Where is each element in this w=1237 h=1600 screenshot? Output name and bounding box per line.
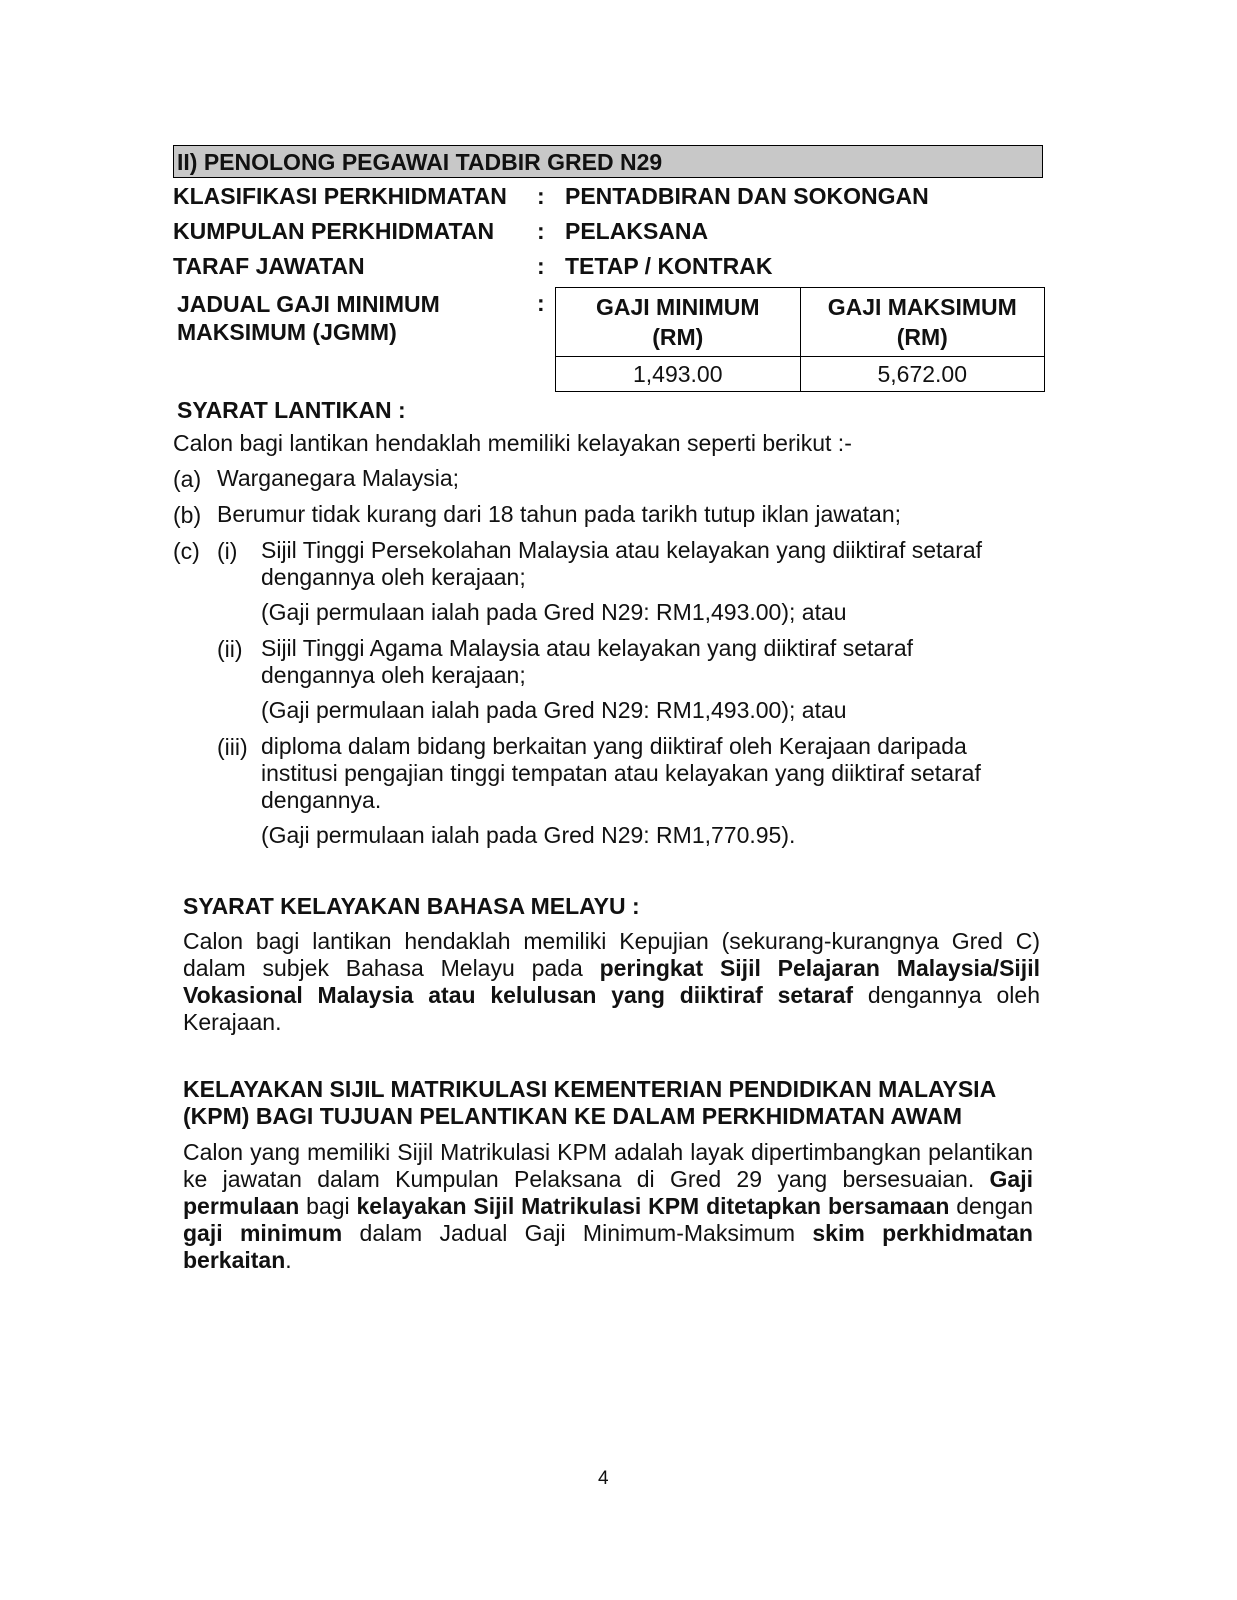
item-a-text: Warganegara Malaysia; bbox=[217, 465, 460, 491]
page-number: 4 bbox=[598, 1468, 609, 1489]
item-c-ii-line2: dengannya oleh kerajaan; bbox=[261, 662, 526, 688]
matrikulasi-heading bbox=[183, 1076, 996, 1130]
info-value: TETAP / KONTRAK bbox=[565, 253, 773, 279]
syarat-lantikan-intro: Calon bagi lantikan hendaklah memiliki kelayakan seperti berikut :- bbox=[173, 430, 852, 456]
info-value: PENTADBIRAN DAN SOKONGAN bbox=[565, 183, 929, 209]
salary-table-row bbox=[556, 357, 1045, 392]
info-label: TARAF JAWATAN bbox=[173, 253, 365, 279]
matrikulasi-text-2: bagi bbox=[299, 1193, 357, 1219]
salary-table bbox=[555, 287, 1045, 392]
info-colon: : bbox=[537, 218, 545, 244]
info-colon: : bbox=[537, 253, 545, 279]
header-gaji-maksimum-line1: GAJI MAKSIMUM bbox=[827, 294, 1017, 320]
item-c-iii-line1: diploma dalam bidang berkaitan yang diiktiraf oleh Kerajaan daripada bbox=[261, 733, 967, 759]
info-row-kumpulan bbox=[173, 218, 1053, 248]
info-row-klasifikasi bbox=[173, 183, 1053, 213]
gaji-maksimum-value: 5,672.00 bbox=[800, 357, 1045, 392]
matrikulasi-bold-3: gaji minimum bbox=[183, 1220, 343, 1246]
syarat-bm-paragraph bbox=[183, 928, 1040, 1036]
matrikulasi-paragraph bbox=[183, 1139, 1033, 1274]
jgmm-label-line2: MAKSIMUM (JGMM) bbox=[177, 319, 397, 345]
header-gaji-minimum-line2: (RM) bbox=[652, 324, 704, 350]
matrikulasi-text-4: dalam Jadual Gaji Minimum-Maksimum bbox=[342, 1220, 813, 1246]
item-c-ii-marker: (ii) bbox=[217, 636, 243, 662]
header-gaji-maksimum-line2: (RM) bbox=[896, 324, 948, 350]
header-gaji-minimum bbox=[556, 288, 801, 357]
matrikulasi-text-1: Calon yang memiliki Sijil Matrikulasi KPM adalah layak dipertimbangkan pelantikan ke jawatan dalam Kumpulan Pelaksana di Gred 29 yang bersesuaian. bbox=[183, 1139, 1033, 1192]
info-row-taraf bbox=[173, 253, 1053, 283]
matrikulasi-text-5: . bbox=[285, 1247, 292, 1273]
info-label: KLASIFIKASI PERKHIDMATAN bbox=[173, 183, 507, 209]
info-label: KUMPULAN PERKHIDMATAN bbox=[173, 218, 495, 244]
gaji-minimum-value: 1,493.00 bbox=[556, 357, 801, 392]
syarat-bm-heading: SYARAT KELAYAKAN BAHASA MELAYU : bbox=[183, 893, 640, 919]
jgmm-colon: : bbox=[537, 290, 545, 316]
jgmm-label bbox=[177, 290, 517, 346]
item-c-i-marker: (i) bbox=[217, 538, 238, 564]
header-gaji-minimum-line1: GAJI MINIMUM bbox=[595, 294, 760, 320]
item-c-ii-note: (Gaji permulaan ialah pada Gred N29: RM1,493.00); atau bbox=[261, 697, 847, 723]
item-c-i-line1: Sijil Tinggi Persekolahan Malaysia atau kelayakan yang diiktiraf setaraf bbox=[261, 537, 983, 563]
item-c-marker: (c) bbox=[173, 538, 200, 564]
info-colon: : bbox=[537, 183, 545, 209]
item-c-iii-line3: dengannya. bbox=[261, 787, 382, 813]
item-c-i-text bbox=[261, 537, 1041, 591]
jgmm-label-line1: JADUAL GAJI MINIMUM bbox=[177, 291, 440, 317]
matrikulasi-text-3: dengan bbox=[949, 1193, 1034, 1219]
matrikulasi-bold-2: kelayakan Sijil Matrikulasi KPM ditetapkan bersamaan bbox=[356, 1193, 950, 1219]
item-c-i-note: (Gaji permulaan ialah pada Gred N29: RM1,493.00); atau bbox=[261, 599, 847, 625]
salary-table-header bbox=[556, 288, 1045, 357]
item-c-iii-note: (Gaji permulaan ialah pada Gred N29: RM1,770.95). bbox=[261, 822, 796, 848]
item-c-ii-line1: Sijil Tinggi Agama Malaysia atau kelayakan yang diiktiraf setaraf bbox=[261, 635, 914, 661]
syarat-bm-text-1: Calon bagi lantikan hendaklah memiliki Kepujian (sekurang-kurangnya Gred C) dalam subjek Bahasa Melayu pada bbox=[183, 928, 1040, 981]
matrikulasi-bold-4: skim perkhidmatan berkaitan bbox=[183, 1220, 1033, 1273]
item-c-ii-text bbox=[261, 635, 1041, 689]
item-a-marker: (a) bbox=[173, 466, 202, 492]
item-c-iii-text bbox=[261, 733, 1041, 814]
header-gaji-maksimum bbox=[800, 288, 1045, 357]
item-b-text: Berumur tidak kurang dari 18 tahun pada tarikh tutup iklan jawatan; bbox=[217, 501, 902, 527]
item-b-marker: (b) bbox=[173, 502, 202, 528]
item-c-iii-line2: institusi pengajian tinggi tempatan atau kelayakan yang diiktiraf setaraf bbox=[261, 760, 981, 786]
item-c-iii-marker: (iii) bbox=[217, 734, 248, 760]
matrikulasi-heading-line2: (KPM) BAGI TUJUAN PELANTIKAN KE DALAM PERKHIDMATAN AWAM bbox=[183, 1103, 962, 1129]
syarat-bm-bold-1: peringkat Sijil Pelajaran Malaysia/Sijil Vokasional Malaysia atau kelulusan yang diiktiraf setaraf bbox=[183, 955, 1040, 1008]
item-c-i-line2: dengannya oleh kerajaan; bbox=[261, 564, 526, 590]
matrikulasi-heading-line1: KELAYAKAN SIJIL MATRIKULASI KEMENTERIAN PENDIDIKAN MALAYSIA bbox=[183, 1076, 997, 1102]
syarat-lantikan-heading: SYARAT LANTIKAN : bbox=[177, 397, 406, 423]
section-title: II) PENOLONG PEGAWAI TADBIR GRED N29 bbox=[173, 145, 1043, 178]
syarat-bm-text-2: dengannya oleh Kerajaan. bbox=[183, 982, 1040, 1035]
info-value: PELAKSANA bbox=[565, 218, 709, 244]
matrikulasi-bold-1: Gaji permulaan bbox=[183, 1166, 1033, 1219]
